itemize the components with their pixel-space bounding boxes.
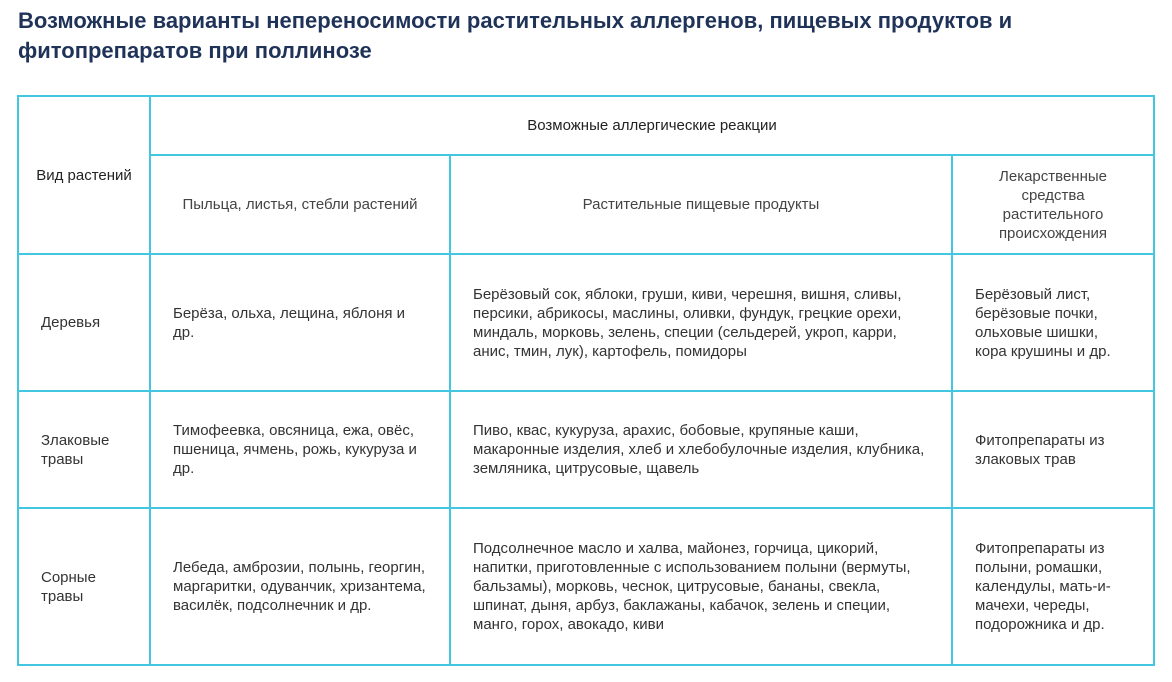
allergy-table — [17, 95, 1155, 666]
page-title: Возможные варианты непереносимости растительных аллергенов, пищевых продуктов и фитопрепаратов при поллинозе — [18, 8, 1013, 63]
header-pollen: Пыльца, листья, стебли растений — [150, 155, 450, 254]
header-row-top — [18, 96, 1154, 155]
row-pollen: Лебеда, амброзии, полынь, георгин, маргаритки, одуванчик, хризантема, василёк, подсолнечник и др. — [150, 508, 450, 665]
row-medicine: Фитопрепараты из полыни, ромашки, календулы, мать-и-мачехи, череды, подорожника и др. — [952, 508, 1154, 665]
row-plant-kind: Сорные травы — [18, 508, 150, 665]
table-row — [18, 391, 1154, 508]
row-food: Подсолнечное масло и халва, майонез, горчица, цикорий, напитки, приготовленные с использованием полыни (вермуты, бальзамы), морковь, чеснок, цитрусовые, бананы, свекла, шпинат, дыня, арбуз, баклажаны, кабачок, зелень и специи, манго, горох, авокадо, киви — [450, 508, 952, 665]
header-medicine: Лекарственные средства растительного происхождения — [952, 155, 1154, 254]
header-row-columns — [18, 155, 1154, 254]
row-pollen: Берёза, ольха, лещина, яблоня и др. — [150, 254, 450, 391]
row-food: Пиво, квас, кукуруза, арахис, бобовые, крупяные каши, макаронные изделия, хлеб и хлебобулочные изделия, клубника, земляника, цитрусовые, щавель — [450, 391, 952, 508]
row-plant-kind: Деревья — [18, 254, 150, 391]
row-food: Берёзовый сок, яблоки, груши, киви, черешня, вишня, сливы, персики, абрикосы, маслины, оливки, фундук, грецкие орехи, миндаль, морковь, зелень, специи (сельдерей, укроп, карри, анис, тмин, лук), картофель, помидоры — [450, 254, 952, 391]
table-row — [18, 254, 1154, 391]
header-food: Растительные пищевые продукты — [450, 155, 952, 254]
header-plant-kind: Вид растений — [18, 96, 150, 254]
row-medicine: Фитопрепараты из злаковых трав — [952, 391, 1154, 508]
row-plant-kind: Злаковые травы — [18, 391, 150, 508]
header-reactions-group: Возможные аллергические реакции — [150, 96, 1154, 155]
table-row — [18, 508, 1154, 665]
row-pollen: Тимофеевка, овсяница, ежа, овёс, пшеница, ячмень, рожь, кукуруза и др. — [150, 391, 450, 508]
row-medicine: Берёзовый лист, берёзовые почки, ольховые шишки, кора крушины и др. — [952, 254, 1154, 391]
